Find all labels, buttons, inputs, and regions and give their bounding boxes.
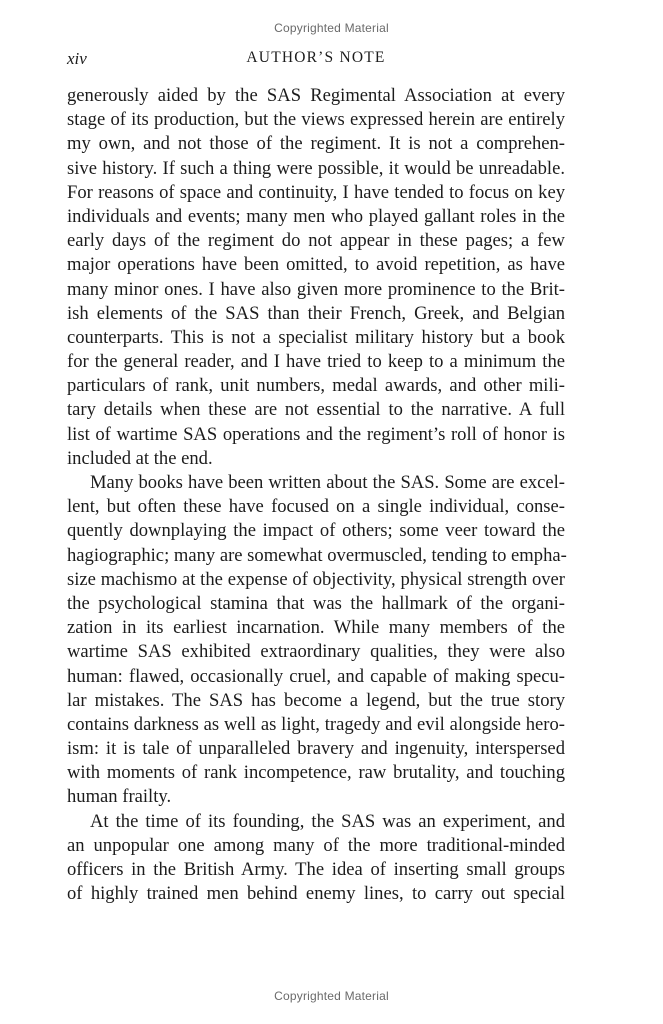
- text-line: zation in its earliest incarnation. While many members of the: [67, 617, 565, 639]
- running-head: [67, 49, 565, 71]
- paragraph: [67, 471, 565, 810]
- text-line: lar mistakes. The SAS has become a legend, but the true story: [67, 689, 565, 711]
- text-line: stage of its production, but the views expressed herein are entirely: [67, 109, 565, 131]
- text-line: an unpopular one among many of the more traditional-minded: [67, 834, 565, 856]
- text-line: included at the end.: [67, 447, 213, 469]
- text-line: At the time of its founding, the SAS was an experiment, and: [90, 810, 565, 832]
- paragraph: [67, 810, 565, 907]
- text-line: with moments of rank incompetence, raw brutality, and touching: [67, 762, 565, 784]
- body-text: [67, 84, 565, 906]
- text-line: quently downplaying the impact of others; some veer toward the: [67, 520, 565, 542]
- paragraph: [67, 84, 565, 471]
- text-line: sive history. If such a thing were possible, it would be unreadable.: [67, 157, 565, 179]
- text-line: list of wartime SAS operations and the regiment’s roll of honor is: [67, 423, 565, 445]
- text-line: generously aided by the SAS Regimental Association at every: [67, 85, 565, 106]
- text-line: individuals and events; many men who played gallant roles in the: [67, 205, 565, 227]
- text-line: the psychological stamina that was the hallmark of the organi-: [67, 592, 565, 614]
- text-line: early days of the regiment do not appear in these pages; a few: [67, 230, 565, 252]
- text-line: particulars of rank, unit numbers, medal awards, and other mili-: [67, 375, 565, 397]
- text-line: For reasons of space and continuity, I have tended to focus on key: [67, 181, 565, 203]
- copyright-watermark-top: Copyrighted Material: [274, 21, 389, 35]
- text-line: human: flawed, occasionally cruel, and capable of making specu-: [67, 665, 565, 687]
- text-line: ish elements of the SAS than their French, Greek, and Belgian: [67, 302, 565, 324]
- text-line: wartime SAS exhibited extraordinary qualities, they were also: [67, 641, 565, 663]
- copyright-watermark-bottom: Copyrighted Material: [274, 989, 389, 1003]
- text-line: human frailty.: [67, 786, 172, 808]
- running-head-title: AUTHOR’S NOTE: [246, 49, 386, 66]
- text-line: my own, and not those of the regiment. It is not a comprehen-: [67, 133, 565, 155]
- page-number: xiv: [67, 49, 87, 68]
- text-line: officers in the British Army. The idea of inserting small groups: [67, 859, 565, 880]
- text-line: counterparts. This is not a specialist military history but a book: [67, 326, 565, 348]
- text-line: contains darkness as well as light, tragedy and evil alongside hero-: [67, 713, 565, 735]
- text-line: lent, but often these have focused on a single individual, conse-: [67, 496, 565, 518]
- text-line: tary details when these are not essential to the narrative. A full: [67, 399, 565, 421]
- text-line: of highly trained men behind enemy lines, to carry out special: [67, 883, 565, 905]
- text-line: for the general reader, and I have tried to keep to a minimum the: [67, 351, 565, 373]
- text-line: hagiographic; many are somewhat overmuscled, tending to empha-: [67, 544, 567, 566]
- text-line: many minor ones. I have also given more prominence to the Brit-: [67, 278, 565, 300]
- text-line: ism: it is tale of unparalleled bravery and ingenuity, interspersed: [67, 738, 565, 760]
- text-line: Many books have been written about the SAS. Some are excel-: [90, 472, 565, 493]
- text-line: size machismo at the expense of objectivity, physical strength over: [67, 568, 565, 590]
- text-line: major operations have been omitted, to avoid repetition, as have: [67, 254, 565, 276]
